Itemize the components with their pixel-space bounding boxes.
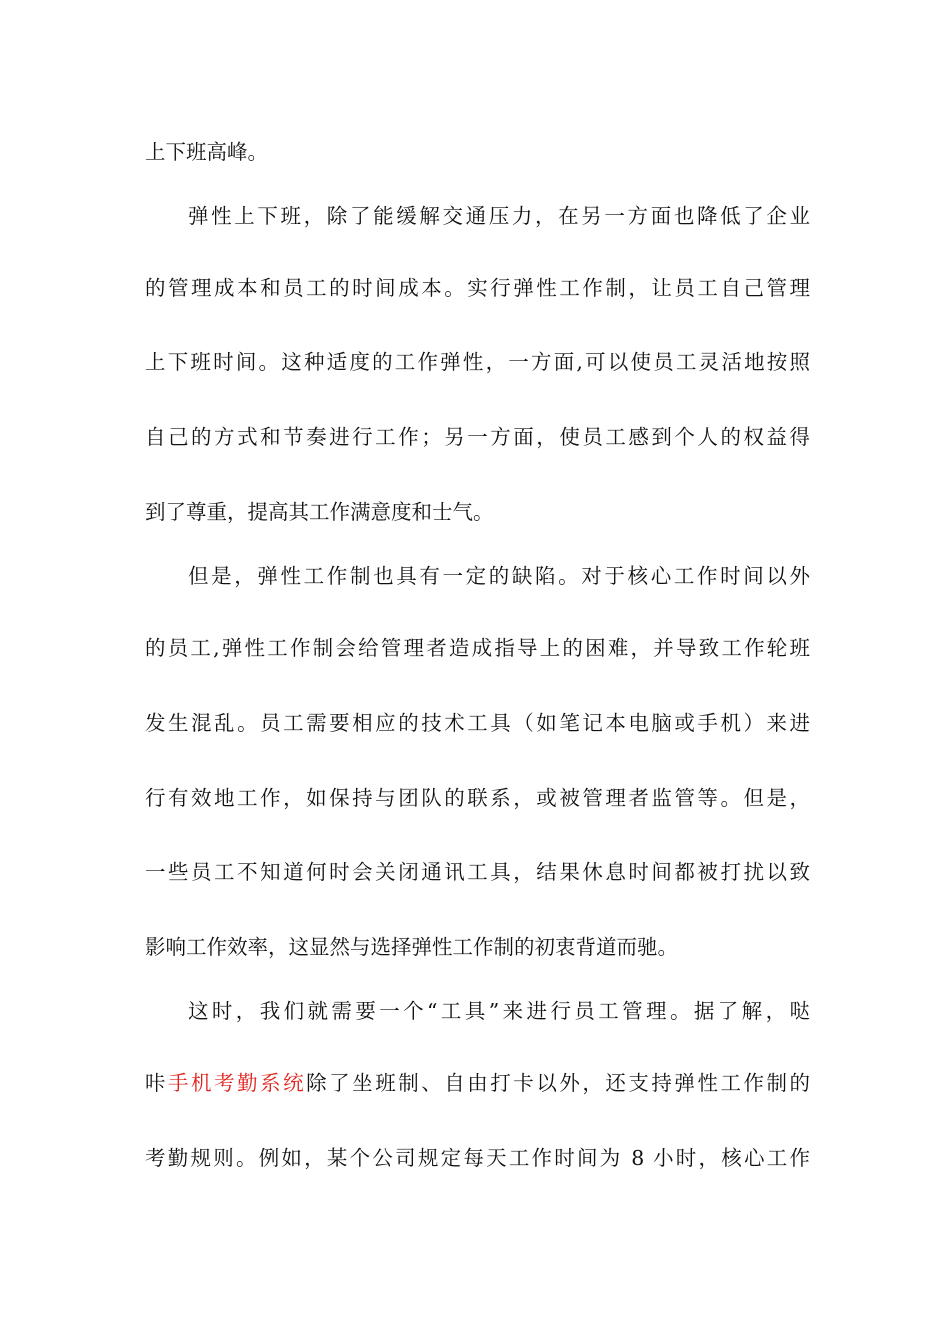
paragraph-line: 到了尊重，提高其工作满意度和士气。 — [145, 500, 494, 524]
paragraph-line: 一些员工不知道何时会关闭通讯工具，结果休息时间都被打扰以致 — [145, 860, 810, 884]
paragraph-line: 上下班时间。这种适度的工作弹性，一方面,可以使员工灵活地按照 — [145, 350, 810, 374]
paragraph-line: 的员工,弹性工作制会给管理者造成指导上的困难，并导致工作轮班 — [145, 636, 810, 660]
paragraph-line-with-link — [145, 1068, 810, 1098]
paragraph-line: 行有效地工作，如保持与团队的联系，或被管理者监管等。但是， — [145, 786, 810, 810]
paragraph-line: 自己的方式和节奏进行工作；另一方面，使员工感到个人的权益得 — [145, 425, 810, 449]
paragraph-line: 弹性上下班，除了能缓解交通压力，在另一方面也降低了企业 — [188, 204, 810, 228]
paragraph-line: 考勤规则。例如，某个公司规定每天工作时间为 8 小时，核心工作 — [145, 1146, 810, 1170]
paragraph-line: 但是，弹性工作制也具有一定的缺陷。对于核心工作时间以外 — [188, 564, 810, 588]
paragraph-line: 这时，我们就需要一个“工具”来进行员工管理。据了解，哒 — [188, 999, 810, 1023]
paragraph-line: 的管理成本和员工的时间成本。实行弹性工作制，让员工自己管理 — [145, 276, 810, 300]
attendance-system-link[interactable]: 手机考勤系统 — [168, 1071, 307, 1095]
paragraph-line: 上下班高峰。 — [145, 140, 268, 164]
text-before-link: 咔 — [145, 1071, 169, 1095]
paragraph-line: 发生混乱。员工需要相应的技术工具（如笔记本电脑或手机）来进 — [145, 711, 810, 735]
paragraph-line: 影响工作效率，这显然与选择弹性工作制的初衷背道而驰。 — [145, 935, 678, 959]
text-after-link: 除了坐班制、自由打卡以外，还支持弹性工作制的 — [306, 1071, 811, 1095]
